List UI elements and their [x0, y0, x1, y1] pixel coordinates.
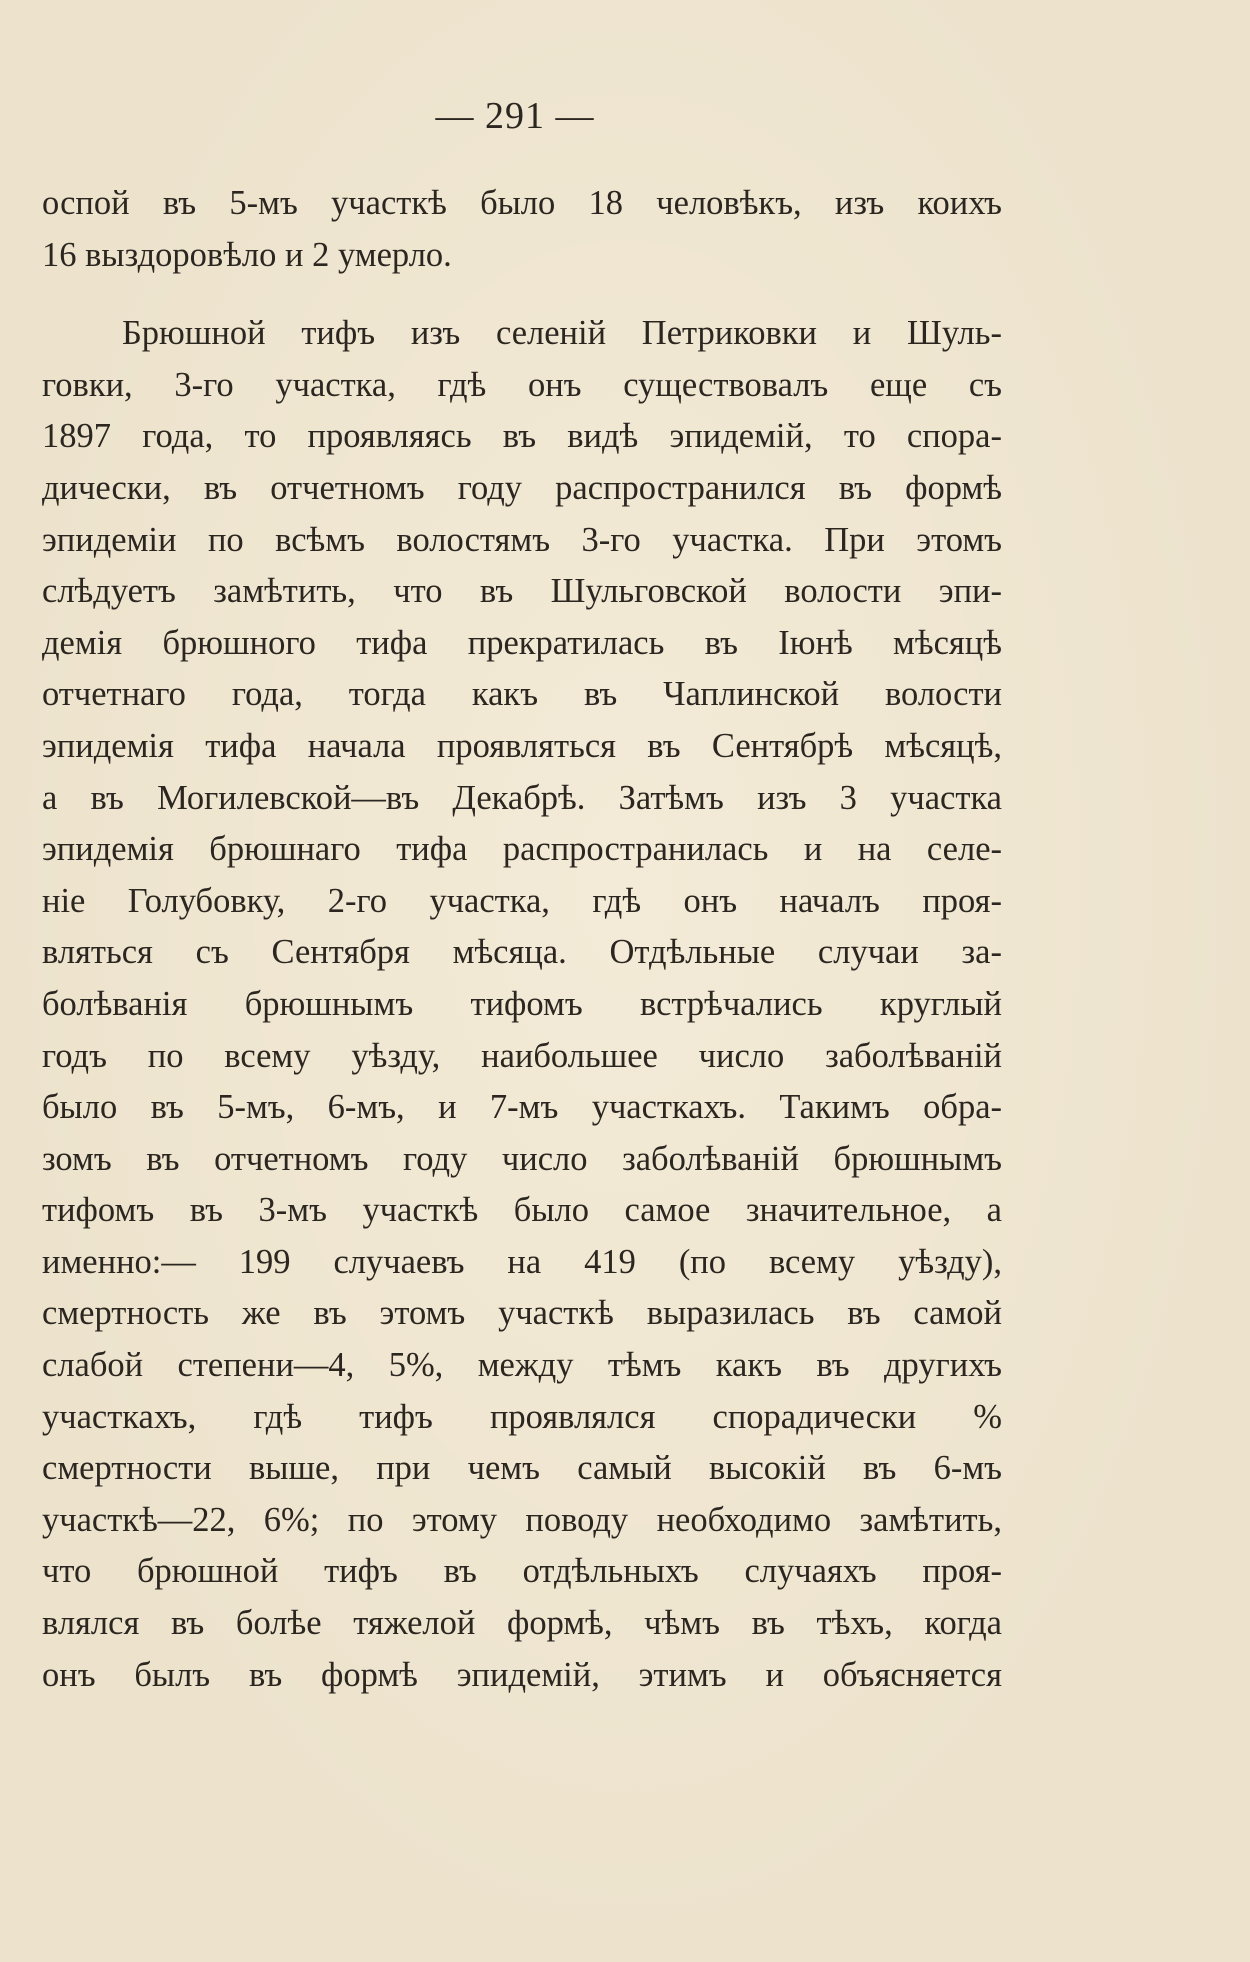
text-line: зомъ въ отчетномъ году число заболѣваній брюшнымъ	[42, 1139, 1002, 1178]
text-line: участкахъ, гдѣ тифъ проявлялся спорадически %	[42, 1397, 1002, 1436]
paragraph-gap	[42, 281, 1002, 308]
text-line: демія брюшного тифа прекратилась въ Іюнѣ мѣсяцѣ	[42, 623, 1002, 662]
paragraph-continued	[42, 178, 1002, 281]
text-line: дически, въ отчетномъ году распространился въ формѣ	[42, 468, 1002, 507]
text-line: тифомъ въ 3-мъ участкѣ было самое значительное, а	[42, 1191, 1002, 1230]
text-line: слѣдуетъ замѣтить, что въ Шульговской волости эпи-	[42, 572, 1002, 611]
text-line: оспой въ 5-мъ участкѣ было 18 человѣкъ, изъ коихъ	[42, 184, 1002, 222]
paragraph-typhoid	[42, 308, 1002, 1701]
text-line: годъ по всему уѣзду, наибольшее число заболѣваній	[42, 1036, 1002, 1075]
text-line: влялся въ болѣе тяжелой формѣ, чѣмъ въ тѣхъ, когда	[42, 1604, 1002, 1643]
text-line: говки, 3-го участка, гдѣ онъ существовалъ еще съ	[42, 365, 1002, 404]
text-line: отчетнаго года, тогда какъ въ Чаплинской волости	[42, 675, 1002, 714]
text-line: Брюшной тифъ изъ селеній Петриковки и Шуль-	[122, 314, 1002, 353]
text-line: было въ 5-мъ, 6-мъ, и 7-мъ участкахъ. Такимъ обра-	[42, 1088, 1002, 1127]
text-line: 16 выздоровѣло и 2 умерло.	[42, 235, 452, 274]
text-line: болѣванія брюшнымъ тифомъ встрѣчались круглый	[42, 984, 1002, 1023]
body-text	[42, 178, 1002, 1701]
text-line: смертности выше, при чемъ самый высокій въ 6-мъ	[42, 1449, 1002, 1488]
text-line: ніе Голубовку, 2-го участка, гдѣ онъ началъ проя-	[42, 881, 1002, 920]
text-line: слабой степени—4, 5%, между тѣмъ какъ въ другихъ	[42, 1346, 1002, 1385]
text-line: 1897 года, то проявляясь въ видѣ эпидемій, то спора-	[42, 417, 1002, 456]
text-line: онъ былъ въ формѣ эпидемій, этимъ и объясняется	[42, 1655, 1002, 1694]
text-line: что брюшной тифъ въ отдѣльныхъ случаяхъ проя-	[42, 1552, 1002, 1591]
text-line: эпидеміи по всѣмъ волостямъ 3-го участка. При этомъ	[42, 520, 1002, 559]
text-line: участкѣ—22, 6%; по этому поводу необходимо замѣтить,	[42, 1500, 1002, 1539]
text-line: эпидемія тифа начала проявляться въ Сентябрѣ мѣсяцѣ,	[42, 726, 1002, 765]
text-line: именно:— 199 случаевъ на 419 (по всему уѣзду),	[42, 1242, 1002, 1281]
text-line: а въ Могилевской—въ Декабрѣ. Затѣмъ изъ 3 участка	[42, 778, 1002, 817]
text-line: смертность же въ этомъ участкѣ выразилась въ самой	[42, 1294, 1002, 1333]
text-line: вляться съ Сентября мѣсяца. Отдѣльные случаи за-	[42, 933, 1002, 972]
page-number: — 291 —	[435, 95, 595, 137]
text-line: эпидемія брюшнаго тифа распространилась и на селе-	[42, 830, 1002, 869]
